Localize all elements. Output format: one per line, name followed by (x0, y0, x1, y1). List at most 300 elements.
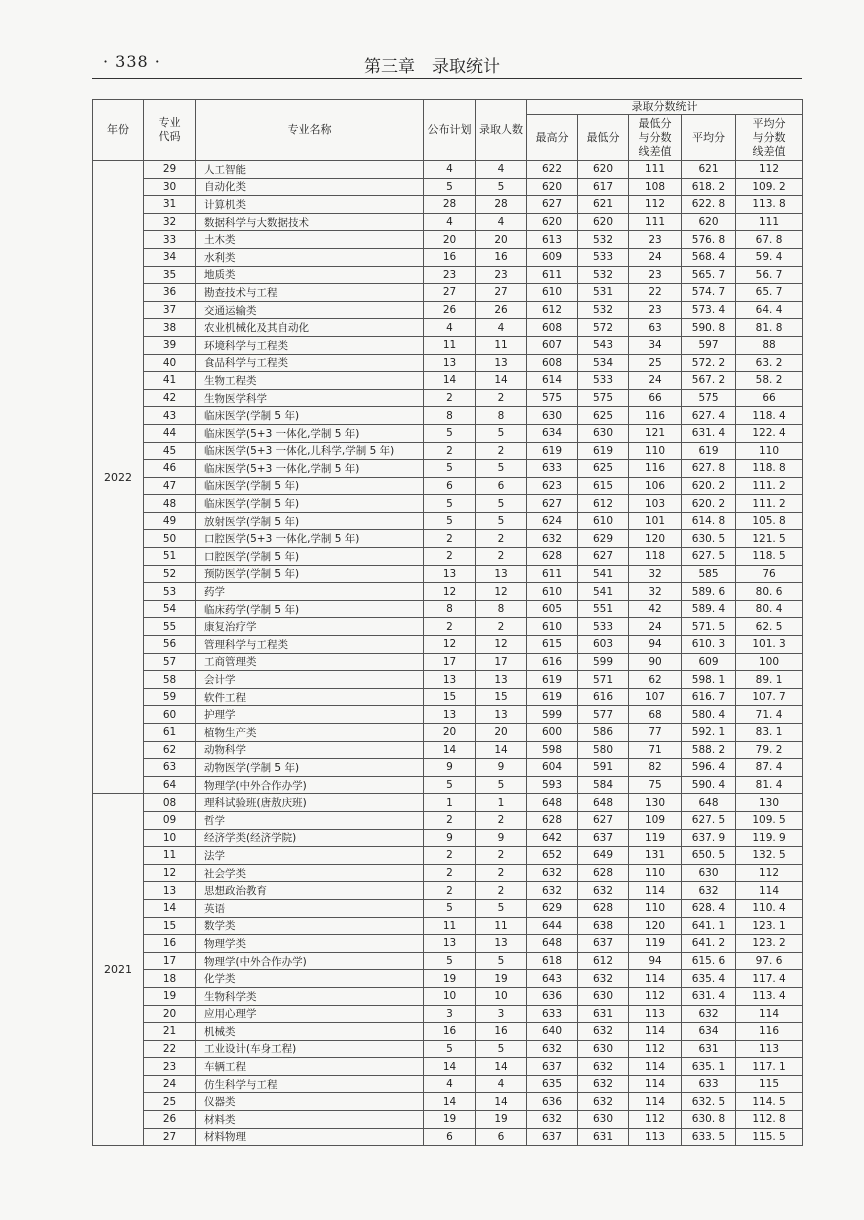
cell-min: 628 (578, 864, 629, 882)
table-row (93, 284, 803, 302)
cell-min-diff: 116 (629, 407, 682, 425)
cell-code: 20 (144, 1005, 196, 1023)
cell-avg-diff: 121. 5 (736, 530, 803, 548)
cell-avg-diff: 107. 7 (736, 688, 803, 706)
cell-admitted: 14 (476, 741, 527, 759)
cell-name: 工商管理类 (196, 653, 424, 671)
cell-avg-diff: 58. 2 (736, 372, 803, 390)
table-row (93, 565, 803, 583)
cell-name: 软件工程 (196, 688, 424, 706)
cell-max: 608 (527, 354, 578, 372)
cell-min: 533 (578, 248, 629, 266)
cell-min-diff: 42 (629, 600, 682, 618)
cell-admitted: 3 (476, 1005, 527, 1023)
cell-plan: 23 (424, 266, 476, 284)
cell-name: 食品科学与工程类 (196, 354, 424, 372)
cell-plan: 20 (424, 724, 476, 742)
cell-avg-diff: 123. 1 (736, 917, 803, 935)
cell-min: 638 (578, 917, 629, 935)
cell-min: 533 (578, 372, 629, 390)
cell-code: 35 (144, 266, 196, 284)
col-header-plan: 公布计划 (424, 100, 476, 161)
cell-min: 541 (578, 583, 629, 601)
cell-admitted: 9 (476, 759, 527, 777)
table-row (93, 442, 803, 460)
cell-min-diff: 22 (629, 284, 682, 302)
cell-avg-diff: 97. 6 (736, 952, 803, 970)
table-row (93, 882, 803, 900)
cell-avg-diff: 71. 4 (736, 706, 803, 724)
cell-plan: 5 (424, 1040, 476, 1058)
cell-admitted: 17 (476, 653, 527, 671)
cell-min: 577 (578, 706, 629, 724)
cell-avg-diff: 67. 8 (736, 231, 803, 249)
cell-code: 31 (144, 196, 196, 214)
cell-min: 620 (578, 161, 629, 179)
cell-plan: 28 (424, 196, 476, 214)
cell-admitted: 4 (476, 213, 527, 231)
cell-code: 45 (144, 442, 196, 460)
cell-avg: 620. 2 (682, 495, 736, 513)
table-row (93, 319, 803, 337)
cell-admitted: 13 (476, 706, 527, 724)
cell-plan: 2 (424, 442, 476, 460)
cell-avg-diff: 111. 2 (736, 495, 803, 513)
cell-name: 护理学 (196, 706, 424, 724)
cell-avg-diff: 118. 8 (736, 460, 803, 478)
cell-avg: 598. 1 (682, 671, 736, 689)
cell-plan: 13 (424, 565, 476, 583)
cell-max: 624 (527, 512, 578, 530)
table-row (93, 688, 803, 706)
cell-admitted: 5 (476, 776, 527, 794)
cell-avg-diff: 101. 3 (736, 636, 803, 654)
cell-admitted: 13 (476, 671, 527, 689)
table-row (93, 424, 803, 442)
cell-name: 应用心理学 (196, 1005, 424, 1023)
cell-plan: 14 (424, 741, 476, 759)
cell-name: 水利类 (196, 248, 424, 266)
cell-avg: 631. 4 (682, 987, 736, 1005)
cell-code: 39 (144, 336, 196, 354)
table-row (93, 583, 803, 601)
cell-avg: 574. 7 (682, 284, 736, 302)
cell-avg: 627. 5 (682, 548, 736, 566)
table-row (93, 811, 803, 829)
cell-avg-diff: 112 (736, 161, 803, 179)
cell-avg-diff: 64. 4 (736, 301, 803, 319)
table-row (93, 794, 803, 812)
cell-name: 口腔医学(学制 5 年) (196, 548, 424, 566)
cell-max: 623 (527, 477, 578, 495)
cell-admitted: 2 (476, 847, 527, 865)
cell-code: 19 (144, 987, 196, 1005)
cell-avg-diff: 89. 1 (736, 671, 803, 689)
cell-max: 575 (527, 389, 578, 407)
cell-min: 637 (578, 829, 629, 847)
cell-avg: 580. 4 (682, 706, 736, 724)
cell-avg: 633 (682, 1075, 736, 1093)
table-row (93, 706, 803, 724)
cell-avg-diff: 81. 8 (736, 319, 803, 337)
cell-min-diff: 107 (629, 688, 682, 706)
cell-avg: 622. 8 (682, 196, 736, 214)
cell-avg: 609 (682, 653, 736, 671)
cell-min-diff: 110 (629, 864, 682, 882)
cell-min-diff: 77 (629, 724, 682, 742)
cell-min-diff: 66 (629, 389, 682, 407)
table-row (93, 618, 803, 636)
cell-name: 化学类 (196, 970, 424, 988)
cell-code: 12 (144, 864, 196, 882)
cell-avg-diff: 110 (736, 442, 803, 460)
cell-min: 631 (578, 1128, 629, 1146)
cell-name: 交通运输类 (196, 301, 424, 319)
cell-min: 584 (578, 776, 629, 794)
cell-min-diff: 68 (629, 706, 682, 724)
table-row (93, 1040, 803, 1058)
cell-min-diff: 71 (629, 741, 682, 759)
cell-avg-diff: 118. 5 (736, 548, 803, 566)
cell-min-diff: 106 (629, 477, 682, 495)
cell-admitted: 13 (476, 354, 527, 372)
cell-plan: 12 (424, 636, 476, 654)
cell-code: 16 (144, 935, 196, 953)
table-row (93, 196, 803, 214)
cell-avg-diff: 122. 4 (736, 424, 803, 442)
cell-min: 575 (578, 389, 629, 407)
table-row (93, 495, 803, 513)
col-header-admitted: 录取人数 (476, 100, 527, 161)
cell-code: 15 (144, 917, 196, 935)
cell-plan: 5 (424, 512, 476, 530)
cell-admitted: 14 (476, 372, 527, 390)
cell-code: 26 (144, 1111, 196, 1129)
cell-code: 40 (144, 354, 196, 372)
cell-max: 642 (527, 829, 578, 847)
cell-code: 41 (144, 372, 196, 390)
cell-max: 599 (527, 706, 578, 724)
cell-min: 612 (578, 952, 629, 970)
cell-code: 58 (144, 671, 196, 689)
cell-min-diff: 114 (629, 1058, 682, 1076)
cell-min: 531 (578, 284, 629, 302)
table-row (93, 970, 803, 988)
cell-avg: 627. 5 (682, 811, 736, 829)
cell-avg-diff: 100 (736, 653, 803, 671)
cell-max: 629 (527, 899, 578, 917)
cell-code: 34 (144, 248, 196, 266)
cell-min: 630 (578, 1040, 629, 1058)
cell-min-diff: 90 (629, 653, 682, 671)
cell-max: 622 (527, 161, 578, 179)
table-row (93, 636, 803, 654)
cell-min-diff: 108 (629, 178, 682, 196)
cell-avg-diff: 111 (736, 213, 803, 231)
cell-code: 38 (144, 319, 196, 337)
cell-max: 598 (527, 741, 578, 759)
cell-code: 25 (144, 1093, 196, 1111)
cell-code: 29 (144, 161, 196, 179)
cell-min-diff: 120 (629, 530, 682, 548)
cell-name: 生物医学科学 (196, 389, 424, 407)
cell-avg-diff: 83. 1 (736, 724, 803, 742)
cell-admitted: 14 (476, 1093, 527, 1111)
cell-avg: 641. 2 (682, 935, 736, 953)
cell-code: 64 (144, 776, 196, 794)
table-row (93, 864, 803, 882)
cell-max: 632 (527, 864, 578, 882)
cell-code: 30 (144, 178, 196, 196)
page-number: · 338 · (103, 52, 161, 71)
cell-plan: 20 (424, 231, 476, 249)
cell-admitted: 5 (476, 178, 527, 196)
cell-max: 609 (527, 248, 578, 266)
cell-avg: 590. 4 (682, 776, 736, 794)
cell-min-diff: 113 (629, 1005, 682, 1023)
cell-min-diff: 112 (629, 1111, 682, 1129)
cell-min: 625 (578, 407, 629, 425)
cell-admitted: 6 (476, 477, 527, 495)
cell-avg-diff: 113 (736, 1040, 803, 1058)
cell-name: 物理学(中外合作办学) (196, 776, 424, 794)
cell-avg-diff: 79. 2 (736, 741, 803, 759)
cell-name: 物理学(中外合作办学) (196, 952, 424, 970)
cell-avg: 630. 8 (682, 1111, 736, 1129)
cell-code: 49 (144, 512, 196, 530)
cell-min: 615 (578, 477, 629, 495)
cell-code: 50 (144, 530, 196, 548)
cell-admitted: 19 (476, 1111, 527, 1129)
cell-code: 48 (144, 495, 196, 513)
cell-avg-diff: 118. 4 (736, 407, 803, 425)
cell-min: 616 (578, 688, 629, 706)
table-row (93, 372, 803, 390)
cell-plan: 5 (424, 776, 476, 794)
cell-max: 615 (527, 636, 578, 654)
cell-max: 610 (527, 583, 578, 601)
cell-min: 603 (578, 636, 629, 654)
cell-max: 605 (527, 600, 578, 618)
table-row (93, 1128, 803, 1146)
cell-admitted: 5 (476, 899, 527, 917)
cell-admitted: 14 (476, 1058, 527, 1076)
cell-avg: 631. 4 (682, 424, 736, 442)
cell-avg-diff: 115. 5 (736, 1128, 803, 1146)
cell-name: 英语 (196, 899, 424, 917)
cell-avg-diff: 117. 4 (736, 970, 803, 988)
cell-admitted: 20 (476, 724, 527, 742)
cell-max: 610 (527, 284, 578, 302)
cell-name: 社会学类 (196, 864, 424, 882)
cell-max: 634 (527, 424, 578, 442)
cell-name: 放射医学(学制 5 年) (196, 512, 424, 530)
cell-plan: 13 (424, 935, 476, 953)
cell-code: 32 (144, 213, 196, 231)
cell-plan: 6 (424, 477, 476, 495)
cell-min-diff: 32 (629, 565, 682, 583)
cell-avg-diff: 65. 7 (736, 284, 803, 302)
table-row (93, 899, 803, 917)
cell-max: 613 (527, 231, 578, 249)
cell-avg: 614. 8 (682, 512, 736, 530)
cell-code: 52 (144, 565, 196, 583)
cell-min-diff: 114 (629, 1075, 682, 1093)
cell-min-diff: 116 (629, 460, 682, 478)
cell-avg: 588. 2 (682, 741, 736, 759)
cell-code: 37 (144, 301, 196, 319)
cell-max: 611 (527, 266, 578, 284)
cell-avg-diff: 114 (736, 882, 803, 900)
cell-avg-diff: 123. 2 (736, 935, 803, 953)
cell-code: 61 (144, 724, 196, 742)
cell-code: 24 (144, 1075, 196, 1093)
cell-name: 法学 (196, 847, 424, 865)
cell-plan: 11 (424, 336, 476, 354)
cell-avg-diff: 112. 8 (736, 1111, 803, 1129)
cell-code: 14 (144, 899, 196, 917)
table-row (93, 178, 803, 196)
cell-min-diff: 112 (629, 987, 682, 1005)
cell-code: 60 (144, 706, 196, 724)
cell-plan: 17 (424, 653, 476, 671)
cell-avg-diff: 113. 8 (736, 196, 803, 214)
cell-max: 633 (527, 1005, 578, 1023)
cell-max: 630 (527, 407, 578, 425)
cell-max: 637 (527, 1128, 578, 1146)
cell-code: 22 (144, 1040, 196, 1058)
table-row (93, 1075, 803, 1093)
cell-admitted: 2 (476, 864, 527, 882)
cell-name: 材料物理 (196, 1128, 424, 1146)
cell-name: 物理学类 (196, 935, 424, 953)
table-row (93, 935, 803, 953)
cell-admitted: 26 (476, 301, 527, 319)
cell-max: 628 (527, 548, 578, 566)
cell-avg: 565. 7 (682, 266, 736, 284)
cell-avg: 630. 5 (682, 530, 736, 548)
cell-admitted: 4 (476, 161, 527, 179)
cell-avg-diff: 117. 1 (736, 1058, 803, 1076)
cell-plan: 2 (424, 618, 476, 636)
cell-max: 608 (527, 319, 578, 337)
cell-plan: 14 (424, 1093, 476, 1111)
cell-min: 627 (578, 811, 629, 829)
cell-max: 619 (527, 671, 578, 689)
cell-admitted: 12 (476, 636, 527, 654)
cell-code: 23 (144, 1058, 196, 1076)
cell-avg: 619 (682, 442, 736, 460)
table-row (93, 248, 803, 266)
cell-min-diff: 24 (629, 372, 682, 390)
cell-avg: 632 (682, 882, 736, 900)
cell-plan: 8 (424, 407, 476, 425)
cell-avg: 648 (682, 794, 736, 812)
cell-name: 临床医学(5+3 一体化,学制 5 年) (196, 424, 424, 442)
cell-plan: 4 (424, 319, 476, 337)
cell-admitted: 5 (476, 495, 527, 513)
cell-admitted: 4 (476, 319, 527, 337)
cell-plan: 3 (424, 1005, 476, 1023)
col-header-min-diff: 最低分 与分数 线差值 (629, 115, 682, 161)
cell-avg: 621 (682, 161, 736, 179)
cell-min: 532 (578, 266, 629, 284)
cell-min-diff: 119 (629, 935, 682, 953)
cell-min: 631 (578, 1005, 629, 1023)
cell-avg: 571. 5 (682, 618, 736, 636)
cell-max: 619 (527, 688, 578, 706)
cell-name: 农业机械化及其自动化 (196, 319, 424, 337)
cell-min: 625 (578, 460, 629, 478)
cell-min: 632 (578, 1075, 629, 1093)
cell-plan: 4 (424, 213, 476, 231)
table-row (93, 512, 803, 530)
cell-min: 580 (578, 741, 629, 759)
cell-max: 632 (527, 882, 578, 900)
cell-max: 635 (527, 1075, 578, 1093)
cell-min: 534 (578, 354, 629, 372)
header-rule (92, 78, 802, 79)
cell-admitted: 19 (476, 970, 527, 988)
cell-code: 42 (144, 389, 196, 407)
cell-min-diff: 24 (629, 248, 682, 266)
cell-min: 630 (578, 1111, 629, 1129)
cell-max: 593 (527, 776, 578, 794)
cell-avg-diff: 114 (736, 1005, 803, 1023)
cell-plan: 2 (424, 548, 476, 566)
cell-name: 理科试验班(唐敖庆班) (196, 794, 424, 812)
cell-plan: 4 (424, 1075, 476, 1093)
table-row (93, 1058, 803, 1076)
cell-avg: 597 (682, 336, 736, 354)
cell-code: 17 (144, 952, 196, 970)
cell-min: 572 (578, 319, 629, 337)
cell-avg: 635. 1 (682, 1058, 736, 1076)
table-row (93, 829, 803, 847)
cell-avg-diff: 63. 2 (736, 354, 803, 372)
cell-avg-diff: 112 (736, 864, 803, 882)
cell-min-diff: 114 (629, 970, 682, 988)
cell-name: 地质类 (196, 266, 424, 284)
cell-plan: 2 (424, 811, 476, 829)
cell-code: 21 (144, 1023, 196, 1041)
cell-min: 632 (578, 882, 629, 900)
cell-min: 586 (578, 724, 629, 742)
cell-code: 51 (144, 548, 196, 566)
cell-name: 临床医学(学制 5 年) (196, 495, 424, 513)
table-row (93, 987, 803, 1005)
cell-min: 532 (578, 301, 629, 319)
cell-avg-diff: 113. 4 (736, 987, 803, 1005)
cell-plan: 5 (424, 952, 476, 970)
table-row (93, 354, 803, 372)
cell-name: 临床医学(学制 5 年) (196, 477, 424, 495)
cell-min: 632 (578, 1058, 629, 1076)
cell-name: 机械类 (196, 1023, 424, 1041)
cell-min: 541 (578, 565, 629, 583)
cell-name: 土木类 (196, 231, 424, 249)
cell-admitted: 10 (476, 987, 527, 1005)
table-row (93, 776, 803, 794)
cell-admitted: 9 (476, 829, 527, 847)
cell-name: 自动化类 (196, 178, 424, 196)
cell-name: 植物生产类 (196, 724, 424, 742)
cell-admitted: 15 (476, 688, 527, 706)
cell-avg: 616. 7 (682, 688, 736, 706)
cell-code: 08 (144, 794, 196, 812)
cell-min-diff: 94 (629, 636, 682, 654)
table-row (93, 407, 803, 425)
